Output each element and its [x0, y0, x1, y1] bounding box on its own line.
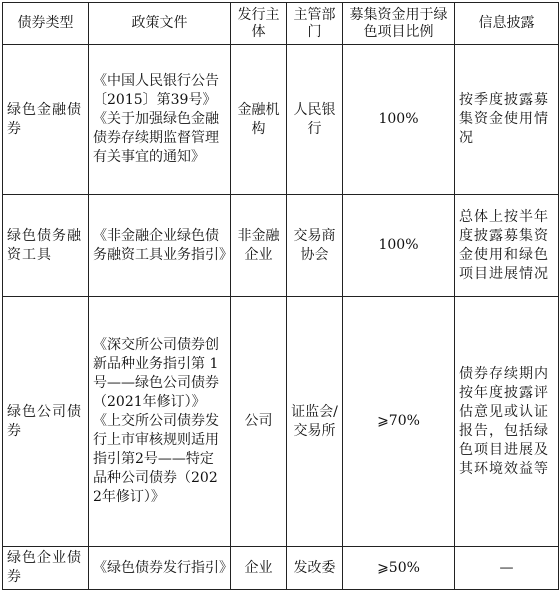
cell-disclosure: 总体上按半年度披露募集资金使用和绿色项目进展情况	[455, 195, 559, 297]
cell-bond-type: 绿色金融债券	[3, 45, 89, 195]
table-row	[3, 45, 559, 195]
header-policy-document: 政策文件	[89, 3, 231, 45]
cell-issuer: 企业	[231, 547, 287, 590]
header-green-ratio: 募集资金用于绿色项目比例	[343, 3, 455, 45]
cell-policy-document	[89, 547, 231, 590]
green-bond-comparison-table	[2, 2, 559, 590]
policy-document-line: 《上交所公司债券发行上市审核规则适用指引第2号——特定品种公司债券（2022年修订）》	[93, 413, 219, 505]
cell-policy-document	[89, 195, 231, 297]
cell-green-ratio: ⩾70%	[343, 297, 455, 547]
header-disclosure: 信息披露	[455, 3, 559, 45]
cell-bond-type: 绿色公司债券	[3, 297, 89, 547]
cell-policy-document	[89, 45, 231, 195]
cell-green-ratio: 100%	[343, 45, 455, 195]
cell-issuer: 金融机构	[231, 45, 287, 195]
policy-document-line: 《非金融企业绿色债务融资工具业务指引》	[93, 227, 233, 263]
cell-disclosure: —	[455, 547, 559, 590]
cell-green-ratio: ⩾50%	[343, 547, 455, 590]
header-issuer: 发行主体	[231, 3, 287, 45]
header-bond-type: 债券类型	[3, 3, 89, 45]
cell-authority: 交易商协会	[287, 195, 343, 297]
table-row	[3, 195, 559, 297]
table-row	[3, 297, 559, 547]
cell-disclosure: 按季度披露募集资金使用情况	[455, 45, 559, 195]
policy-document-line: 《关于加强绿色金融债券存续期监督管理有关事宜的通知》	[93, 111, 219, 165]
cell-bond-type: 绿色企业债券	[3, 547, 89, 590]
cell-authority: 人民银行	[287, 45, 343, 195]
cell-issuer: 非金融企业	[231, 195, 287, 297]
cell-disclosure: 债券存续期内按年度披露评估意见或认证报告，包括绿色项目进展及其环境效益等	[455, 297, 559, 547]
cell-bond-type: 绿色债务融资工具	[3, 195, 89, 297]
policy-document-line: 《深交所公司债券创新品种业务指引第 1 号——绿色公司债券（2021年修订）》	[93, 337, 219, 410]
cell-green-ratio: 100%	[343, 195, 455, 297]
header-row	[3, 3, 559, 45]
cell-issuer: 公司	[231, 297, 287, 547]
cell-authority: 发改委	[287, 547, 343, 590]
header-authority: 主管部门	[287, 3, 343, 45]
policy-document-line: 《绿色债券发行指引》	[93, 559, 233, 576]
cell-authority: 证监会/交易所	[287, 297, 343, 547]
policy-document-line: 《中国人民银行公告〔2015〕第39号》	[93, 73, 219, 108]
cell-policy-document	[89, 297, 231, 547]
table-row	[3, 547, 559, 590]
